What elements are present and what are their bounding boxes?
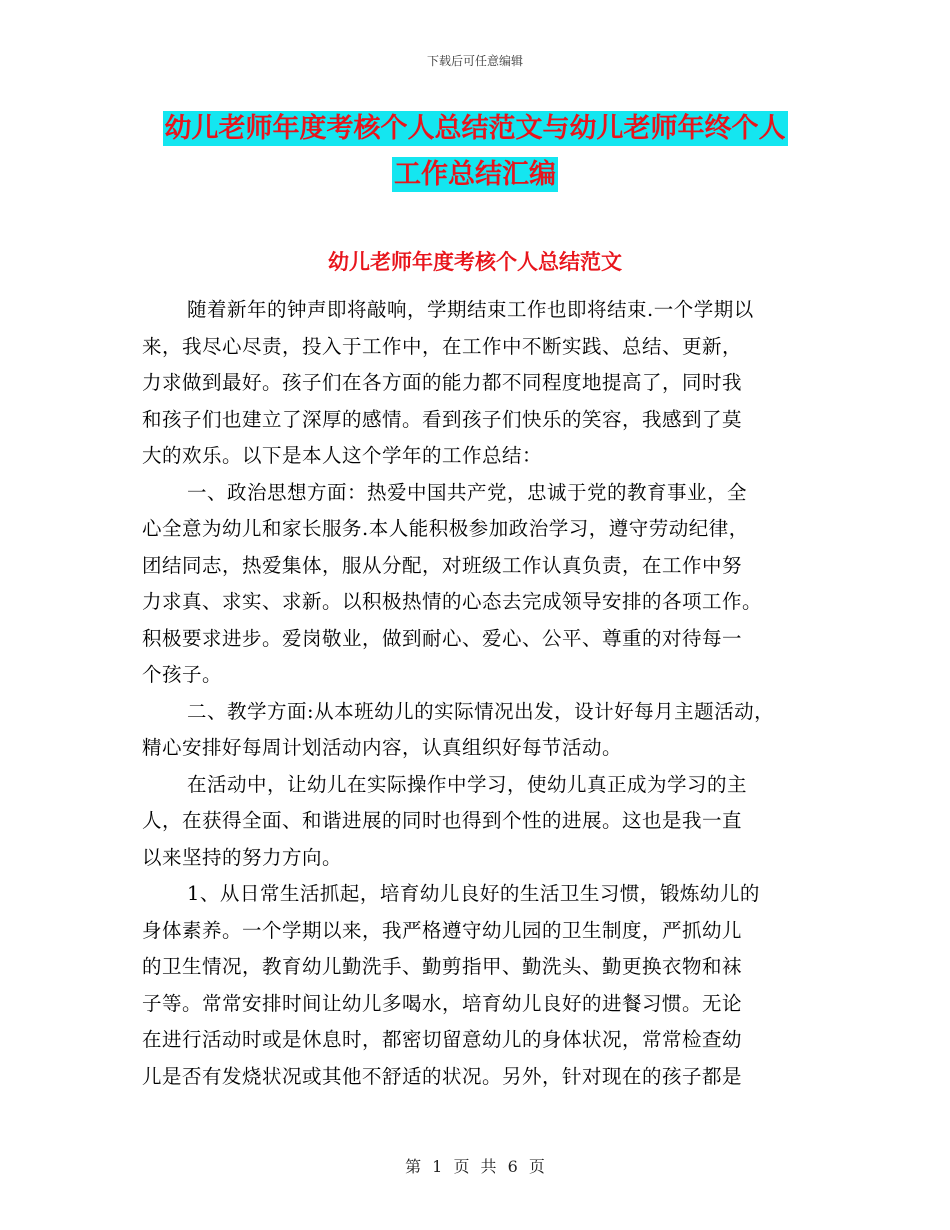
paragraph-line: 在进行活动时或是休息时，都密切留意幼儿的身体状况，常常检查幼 — [142, 1028, 743, 1051]
page-footer: 第 1 页 共 6 页 — [405, 1157, 545, 1176]
paragraph-line: 人，在获得全面、和谐进展的同时也得到个性的进展。这也是我一直 — [142, 809, 743, 832]
paragraph-line: 大的欢乐。以下是本人这个学年的工作总结： — [142, 444, 543, 467]
paragraph-line: 积极要求进步。爱岗敬业，做到耐心、爱心、公平、尊重的对待每一 — [142, 626, 743, 650]
paragraph-line: 子等。常常安排时间让幼儿多喝水，培育幼儿良好的进餐习惯。无论 — [142, 991, 743, 1015]
paragraph-line: 一、政治思想方面：热爱中国共产党，忠诚于党的教育事业，全 — [187, 480, 748, 504]
paragraph-line: 在活动中，让幼儿在实际操作中学习，使幼儿真正成为学习的主 — [187, 772, 748, 796]
paragraph-line: 身体素养。一个学期以来，我严格遵守幼儿园的卫生制度，严抓幼儿 — [142, 918, 743, 942]
paragraph-line: 力求做到最好。孩子们在各方面的能力都不同程度地提高了，同时我 — [142, 371, 743, 394]
document-title-line-1 — [0, 106, 950, 152]
paragraph-line: 团结同志，热爱集体，服从分配，对班级工作认真负责，在工作中努 — [142, 553, 743, 577]
paragraph-line: 儿是否有发烧状况或其他不舒适的状况。另外，针对现在的孩子都是 — [142, 1064, 743, 1088]
paragraph-line: 随着新年的钟声即将敲响，学期结束工作也即将结束.一个学期以 — [187, 298, 754, 321]
paragraph-line: 和孩子们也建立了深厚的感情。看到孩子们快乐的笑容，我感到了莫 — [142, 407, 743, 431]
paragraph-line: 心全意为幼儿和家长服务.本人能积极参加政治学习，遵守劳动纪律， — [142, 517, 749, 540]
document-title — [0, 106, 950, 198]
paragraph-line: 力求真、求实、求新。以积极热情的心态去完成领导安排的各项工作。 — [142, 590, 763, 613]
paragraph-line: 二、教学方面:从本班幼儿的实际情况出发，设计好每月主题活动， — [187, 699, 775, 723]
title-highlight-1: 幼儿老师年度考核个人总结范文与幼儿老师年终个人 — [164, 113, 786, 144]
section-title: 幼儿老师年度考核个人总结范文 — [328, 250, 622, 274]
paragraph-line: 来，我尽心尽责，投入于工作中，在工作中不断实践、总结、更新， — [142, 334, 743, 358]
paragraph-line: 的卫生情况，教育幼儿勤洗手、勤剪指甲、勤洗头、勤更换衣物和袜 — [142, 955, 743, 978]
header-note: 下载后可任意编辑 — [426, 54, 523, 68]
document-title-line-2 — [0, 152, 950, 198]
paragraph-line: 个孩子。 — [142, 663, 223, 686]
title-highlight-2: 工作总结汇编 — [394, 159, 556, 190]
paragraph-line: 精心安排好每周计划活动内容，认真组织好每节活动。 — [142, 736, 623, 759]
paragraph-line: 以来坚持的努力方向。 — [142, 845, 343, 869]
body-text — [142, 292, 812, 1095]
paragraph-line: 1、从日常生活抓起，培育幼儿良好的生活卫生习惯，锻炼幼儿的 — [187, 882, 760, 905]
